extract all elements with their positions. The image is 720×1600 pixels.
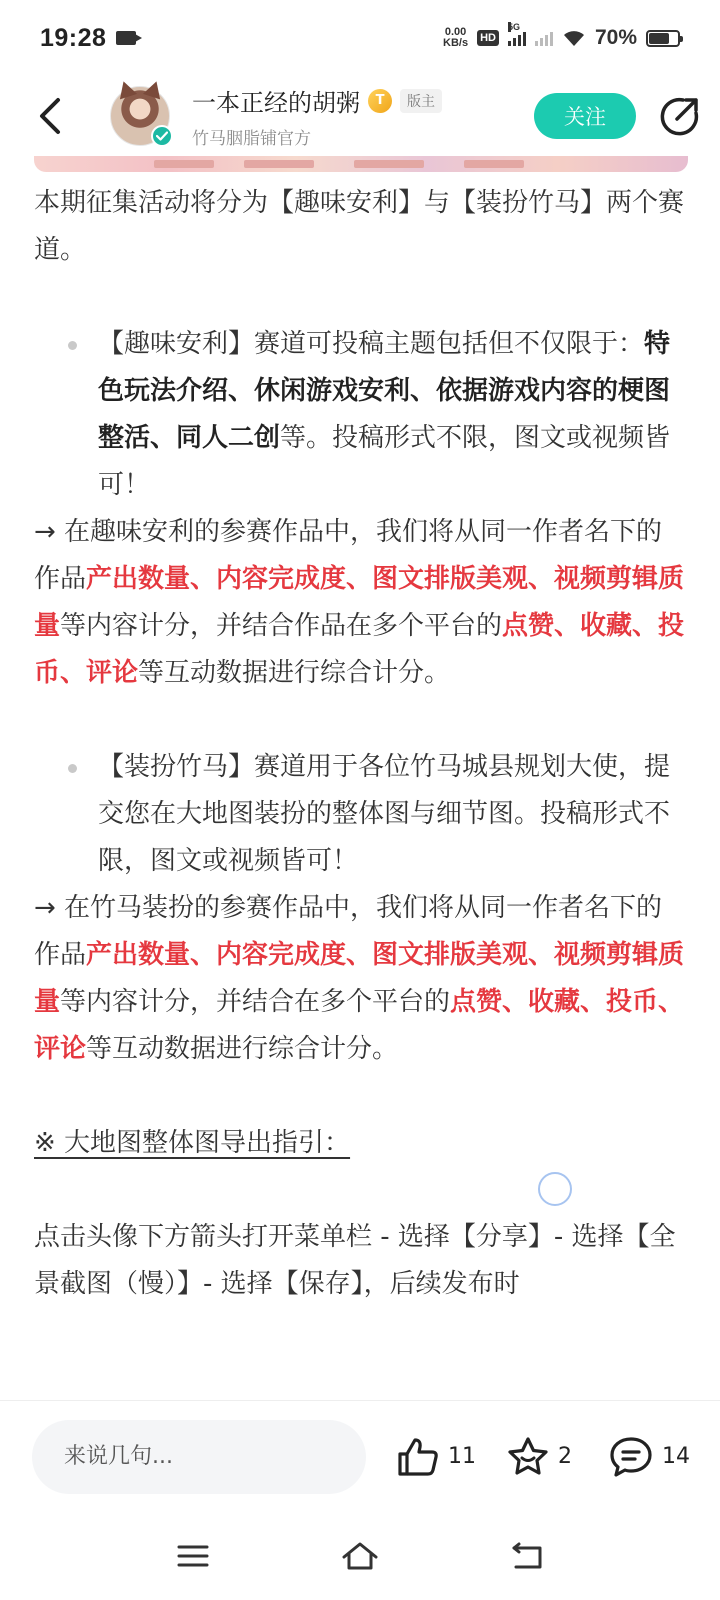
signal-label: 5G	[507, 22, 520, 32]
status-bar	[0, 0, 720, 76]
status-icons	[443, 22, 680, 50]
star-icon	[506, 1435, 550, 1479]
author-name[interactable]: 一本正经的胡粥	[192, 89, 360, 117]
bullet-lead: 【趣味安利】赛道可投稿主题包括但不仅限于：	[98, 329, 645, 359]
guide-heading	[34, 1120, 688, 1167]
network-speed-unit: KB/s	[443, 37, 469, 49]
back-arrow-icon	[36, 96, 62, 136]
author-avatar[interactable]	[110, 86, 170, 146]
scoring-criteria: 产出数量、内容完成度、图文排版美观、视频剪辑质量	[34, 564, 685, 641]
network-speed	[443, 27, 468, 49]
favorite-count: 2	[558, 1444, 572, 1469]
follow-button[interactable]: 关注	[534, 93, 636, 139]
guide-paragraph: 点击头像下方箭头打开菜单栏 - 选择【分享】- 选择【全景截图（慢）】- 选择【保存】，后续发布时	[34, 1222, 676, 1299]
scoring-interactions: 点赞、收藏、投币、评论	[34, 611, 685, 688]
bullet-fun-recommend	[34, 321, 688, 509]
comment-count: 14	[662, 1444, 690, 1469]
scoring-paragraph-dress	[34, 885, 688, 1073]
battery-percent: 70%	[594, 26, 637, 49]
back-button[interactable]	[36, 91, 72, 141]
signal-5g-icon	[507, 22, 526, 46]
share-icon	[659, 95, 701, 137]
intro-paragraph: 本期征集活动将分为【趣味安利】与【装扮竹马】两个赛道。	[34, 188, 685, 265]
home-icon	[341, 1541, 379, 1571]
scoring-paragraph-fun	[34, 509, 688, 697]
like-count: 11	[448, 1444, 476, 1469]
status-time: 19:28	[40, 23, 107, 52]
nav-home-button[interactable]	[335, 1531, 385, 1581]
scoring-lead: → 在竹马装扮的参赛作品中，我们将从同一作者名下的作品	[34, 893, 663, 970]
bottom-action-bar	[0, 1400, 720, 1512]
battery-icon	[646, 30, 680, 47]
comment-button[interactable]	[608, 1435, 690, 1479]
comment-input[interactable]	[32, 1420, 366, 1494]
bullet-tail: 等。投稿形式不限，图文或视频皆可！	[98, 423, 671, 500]
thumbs-up-icon	[396, 1435, 440, 1479]
scoring-lead: → 在趣味安利的参赛作品中，我们将从同一作者名下的作品	[34, 517, 663, 594]
network-speed-value: 0.00	[444, 26, 467, 38]
bullet-dress-up: 【装扮竹马】赛道用于各位竹马城县规划大使，提交您在大地图装扮的整体图与细节图。投稿形式不限，图文或视频皆可！	[34, 744, 688, 885]
favorite-button[interactable]	[506, 1435, 572, 1479]
loading-spinner-icon	[538, 1172, 572, 1206]
system-nav-bar	[0, 1512, 720, 1600]
author-row	[192, 83, 442, 118]
like-button[interactable]	[396, 1435, 476, 1479]
banner-image	[34, 156, 688, 172]
hd-icon: HD	[477, 30, 499, 46]
bullet-bold-topics: 特色玩法介绍、休闲游戏安利、依据游戏内容的梗图整活、同人二创	[98, 329, 671, 453]
scoring-tail: 等互动数据进行综合计分。	[138, 658, 451, 688]
article-body	[34, 180, 688, 1308]
role-badge: 版主	[400, 89, 442, 113]
video-recording-icon	[116, 31, 136, 45]
scoring-criteria: 产出数量、内容完成度、图文排版美观、视频剪辑质量	[34, 940, 685, 1017]
back-nav-icon	[510, 1542, 544, 1570]
verified-icon	[151, 125, 173, 147]
level-badge-icon: T	[368, 89, 392, 113]
avatar-ear	[115, 79, 137, 100]
post-header	[0, 76, 720, 156]
share-button[interactable]	[658, 94, 702, 138]
avatar-ear	[143, 79, 165, 100]
battery-level	[649, 33, 669, 44]
guide-heading-text: ※ 大地图整体图导出指引：	[34, 1128, 351, 1158]
scoring-mid: 等内容计分，并结合在多个平台的	[60, 987, 451, 1017]
wifi-icon	[562, 29, 586, 47]
nav-back-button[interactable]	[502, 1531, 552, 1581]
comment-icon	[608, 1435, 654, 1479]
author-subtitle: 竹马胭脂铺官方	[192, 129, 311, 149]
nav-menu-button[interactable]	[168, 1531, 218, 1581]
menu-icon	[177, 1544, 209, 1568]
author-info	[192, 83, 442, 149]
scoring-interactions: 点赞、收藏、投币、评论	[34, 987, 685, 1064]
scoring-mid: 等内容计分，并结合作品在多个平台的	[60, 611, 503, 641]
scoring-tail: 等互动数据进行综合计分。	[86, 1034, 399, 1064]
signal-secondary-icon	[535, 30, 553, 46]
